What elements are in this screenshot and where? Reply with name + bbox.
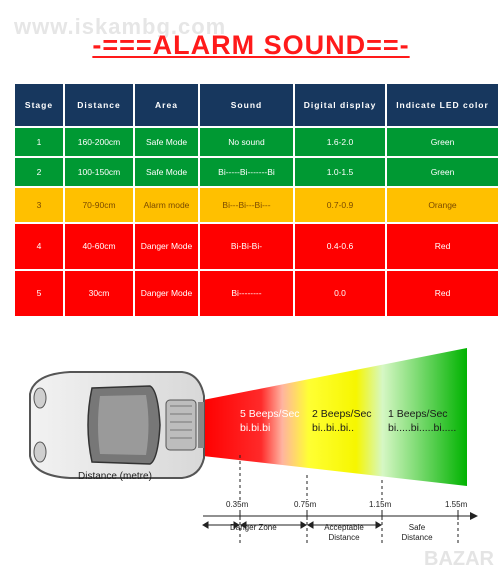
cell-area: Danger Mode <box>134 223 199 270</box>
col-header-led: Indicate LED color <box>386 83 499 127</box>
col-header-distance: Distance <box>64 83 134 127</box>
cell-distance: 30cm <box>64 270 134 317</box>
tick-label: 1.55m <box>445 500 468 509</box>
beep-pattern-1: bi.bi.bi <box>240 422 271 434</box>
cell-distance: 160-200cm <box>64 127 134 157</box>
cell-sound: No sound <box>199 127 294 157</box>
watermark: www.iskambg.com <box>14 14 227 39</box>
table-row <box>14 127 499 157</box>
bazar-watermark: BAZAR <box>424 548 494 570</box>
beep-rate-3: 1 Beeps/Sec <box>388 408 448 420</box>
beep-pattern-3: bi.....bi.....bi..... <box>388 422 457 434</box>
cell-stage: 3 <box>14 187 64 223</box>
cell-display: 0.4-0.6 <box>294 223 386 270</box>
table-row <box>14 223 499 270</box>
cell-led: Red <box>386 223 499 270</box>
zone-label-safe: Safe Distance <box>401 523 433 542</box>
cell-distance: 70-90cm <box>64 187 134 223</box>
col-header-stage: Stage <box>14 83 64 127</box>
cell-stage: 5 <box>14 270 64 317</box>
table-header-row <box>14 83 499 127</box>
cell-stage: 1 <box>14 127 64 157</box>
cell-display: 0.0 <box>294 270 386 317</box>
cell-distance: 40-60cm <box>64 223 134 270</box>
cell-display: 1.0-1.5 <box>294 157 386 187</box>
zone-label-acceptable: Acceptable Distance <box>324 523 364 542</box>
page-title: -===ALARM SOUND==- <box>92 30 410 60</box>
cell-stage: 2 <box>14 157 64 187</box>
cell-area: Alarm mode <box>134 187 199 223</box>
cell-sound: Bi---Bi---Bi--- <box>199 187 294 223</box>
table-row <box>14 187 499 223</box>
col-header-area: Area <box>134 83 199 127</box>
table-row <box>14 270 499 317</box>
cell-led: Orange <box>386 187 499 223</box>
zone-label-danger: Danger Zone <box>230 523 277 532</box>
cell-area: Safe Mode <box>134 157 199 187</box>
cell-stage: 4 <box>14 223 64 270</box>
cell-sound: Bi-Bi-Bi- <box>199 223 294 270</box>
tick-label: 0.35m <box>226 500 249 509</box>
tick-label: 1.15m <box>369 500 392 509</box>
cell-area: Danger Mode <box>134 270 199 317</box>
beep-rate-1: 5 Beeps/Sec <box>240 408 300 420</box>
col-header-display: Digital display <box>294 83 386 127</box>
distance-axis-label: Distance (metre) <box>78 471 152 482</box>
alarm-table <box>13 82 500 318</box>
cell-sound: Bi-----Bi-------Bi <box>199 157 294 187</box>
sensor-diagram <box>0 340 502 577</box>
cell-sound: Bi-------- <box>199 270 294 317</box>
cell-led: Green <box>386 127 499 157</box>
cell-distance: 100-150cm <box>64 157 134 187</box>
table-row <box>14 157 499 187</box>
tick-label: 0.75m <box>294 500 317 509</box>
beep-rate-2: 2 Beeps/Sec <box>312 408 372 420</box>
cell-display: 1.6-2.0 <box>294 127 386 157</box>
col-header-sound: Sound <box>199 83 294 127</box>
cell-display: 0.7-0.9 <box>294 187 386 223</box>
cell-led: Green <box>386 157 499 187</box>
cell-led: Red <box>386 270 499 317</box>
cell-area: Safe Mode <box>134 127 199 157</box>
beep-pattern-2: bi..bi..bi.. <box>312 422 355 434</box>
car-icon <box>30 372 204 478</box>
